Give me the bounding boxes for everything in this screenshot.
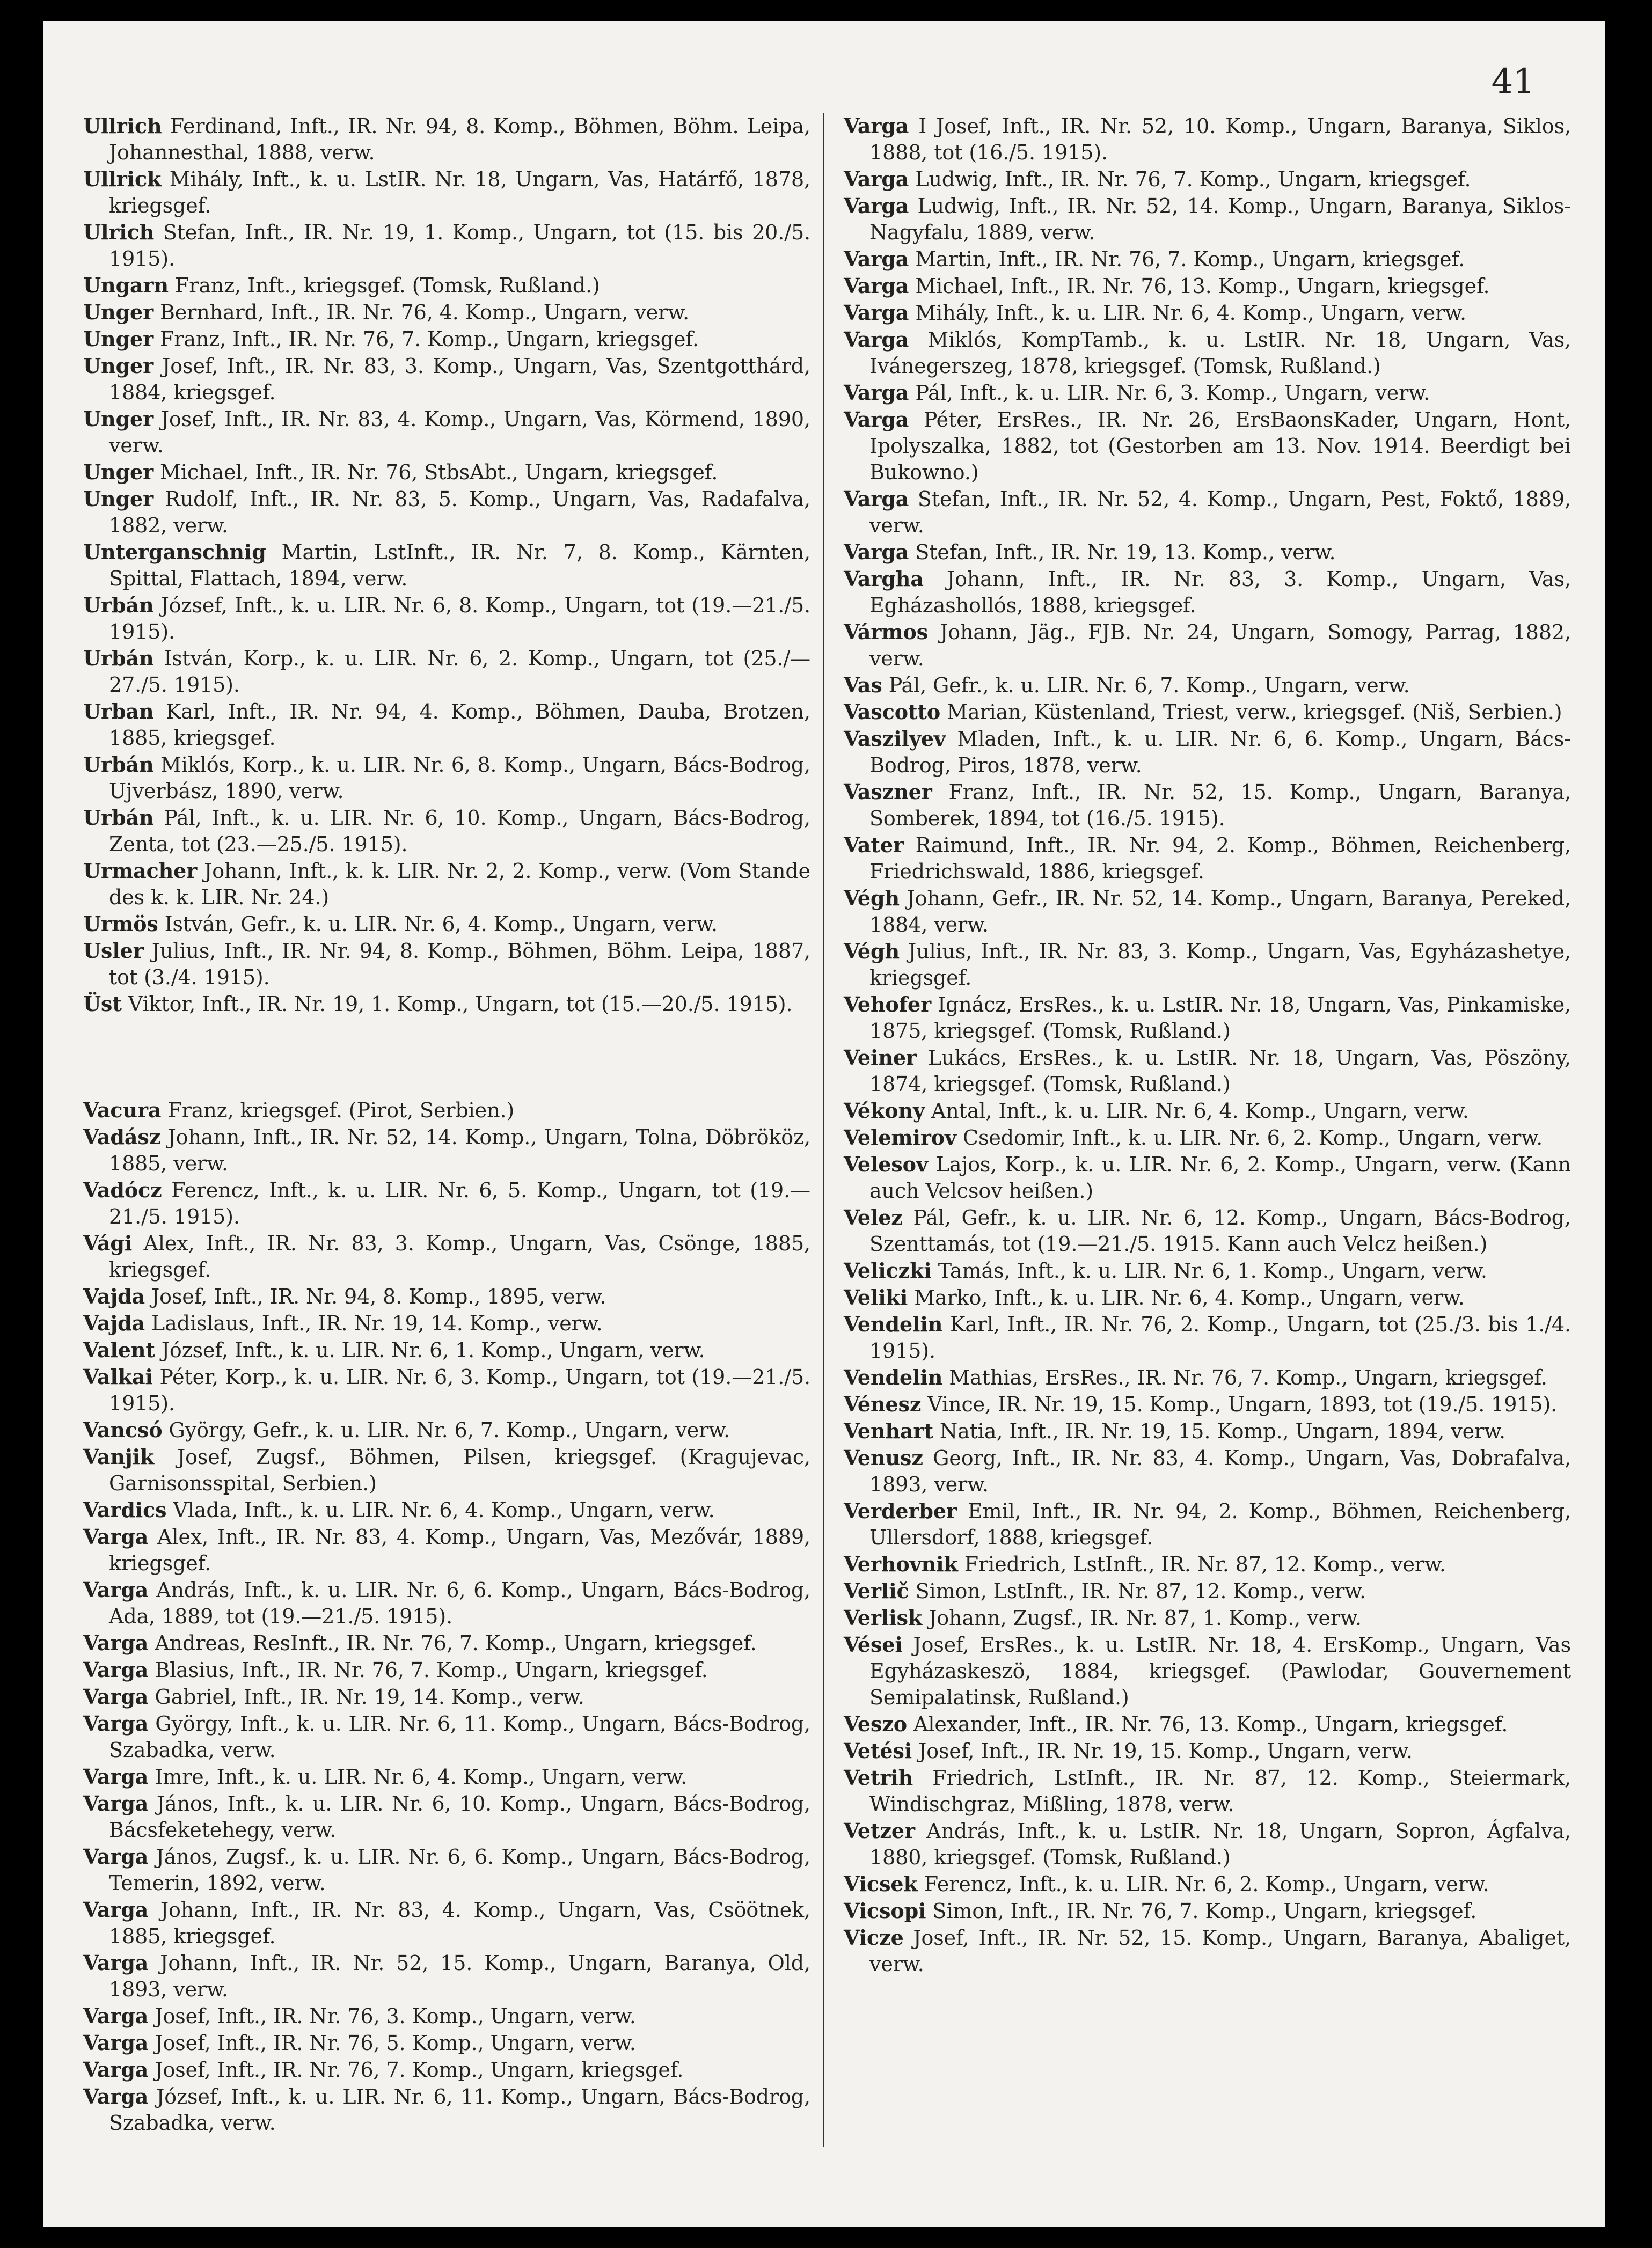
list-entry — [844, 566, 1571, 619]
entry-details: Pál, Gefr., k. u. LIR. Nr. 6, 7. Komp., Ungarn, verw. — [888, 673, 1410, 697]
entry-details: I Josef, Inft., IR. Nr. 52, 10. Komp., Ungarn, Baranya, Siklos, 1888, tot (16./5. 1915). — [869, 114, 1571, 164]
entry-details: Mathias, ErsRes., IR. Nr. 76, 7. Komp., Ungarn, kriegsgef. — [949, 1366, 1547, 1389]
entry-surname: Varga — [83, 1844, 149, 1869]
entry-details: Johann, Inft., k. k. LIR. Nr. 2, 2. Komp., verw. (Vom Stande des k. k. LIR. Nr. 24.) — [109, 859, 810, 909]
entry-surname: Verhovnik — [844, 1552, 958, 1576]
entry-surname: Vági — [83, 1231, 133, 1255]
list-entry — [844, 1631, 1571, 1711]
list-entry — [83, 299, 810, 326]
entry-details: Vince, IR. Nr. 19, 15. Komp., Ungarn, 1893, tot (19./5. 1915). — [927, 1393, 1558, 1416]
list-entry — [83, 1710, 810, 1763]
list-entry — [844, 726, 1571, 779]
list-entry — [844, 1097, 1571, 1124]
entry-surname: Varga — [83, 1525, 149, 1549]
entry-surname: Vaszilyev — [844, 727, 946, 751]
entry-surname: Ullrick — [83, 167, 162, 191]
entry-details: Mihály, Inft., k. u. LIR. Nr. 6, 4. Komp., Ungarn, verw. — [915, 301, 1466, 325]
list-entry — [83, 804, 810, 858]
entry-surname: Urmös — [83, 912, 158, 936]
entry-details: Raimund, Inft., IR. Nr. 94, 2. Komp., Böhmen, Reichenberg, Friedrichswald, 1886, kriegsgef. — [869, 833, 1571, 883]
entry-details: József, Inft., k. u. LIR. Nr. 6, 8. Komp., Ungarn, tot (19.—21./5. 1915). — [109, 594, 810, 643]
entry-details: Josef, Inft., IR. Nr. 76, 5. Komp., Ungarn, verw. — [155, 2031, 636, 2055]
entry-surname: Vármos — [844, 620, 928, 644]
entry-details: Karl, Inft., IR. Nr. 94, 4. Komp., Böhmen, Dauba, Brotzen, 1885, kriegsgef. — [109, 700, 811, 750]
list-entry — [844, 406, 1571, 486]
list-entry — [844, 193, 1571, 246]
list-entry — [83, 1444, 810, 1497]
entry-surname: Velesov — [844, 1152, 928, 1176]
entry-surname: Urbán — [83, 593, 154, 617]
entry-surname: Vas — [844, 673, 882, 697]
entry-details: Rudolf, Inft., IR. Nr. 83, 5. Komp., Ungarn, Vas, Radafalva, 1882, verw. — [109, 487, 810, 537]
entry-details: Alexander, Inft., IR. Nr. 76, 13. Komp., Ungarn, kriegsgef. — [913, 1712, 1508, 1736]
entry-details: Imre, Inft., k. u. LIR. Nr. 6, 4. Komp., Ungarn, verw. — [155, 1765, 688, 1789]
entry-details: József, Inft., k. u. LIR. Nr. 6, 1. Komp., Ungarn, verw. — [161, 1338, 705, 1362]
entry-surname: Urmacher — [83, 859, 198, 883]
entry-details: Johann, Inft., IR. Nr. 52, 14. Komp., Ungarn, Tolna, Döbrököz, 1885, verw. — [109, 1125, 810, 1175]
entry-details: Stefan, Inft., IR. Nr. 19, 13. Komp., verw. — [915, 540, 1336, 564]
list-entry — [844, 1578, 1571, 1605]
entry-details: Ladislaus, Inft., IR. Nr. 19, 14. Komp., verw. — [151, 1312, 603, 1335]
entry-details: Mihály, Inft., k. u. LstIR. Nr. 18, Ungarn, Vas, Határfő, 1878, kriegsgef. — [109, 167, 811, 217]
entry-surname: Varga — [83, 1711, 149, 1736]
list-entry — [844, 1498, 1571, 1551]
entry-surname: Veliczki — [844, 1258, 932, 1283]
entry-details: Johann, Inft., IR. Nr. 83, 4. Komp., Ungarn, Vas, Csöötnek, 1885, kriegsgef. — [109, 1898, 810, 1948]
entry-surname: Varga — [83, 1658, 149, 1682]
entry-surname: Varga — [844, 114, 909, 138]
entry-details: Ferencz, Inft., k. u. LIR. Nr. 6, 2. Komp., Ungarn, verw. — [924, 1872, 1489, 1896]
entry-details: Pál, Gefr., k. u. LIR. Nr. 6, 12. Komp., Ungarn, Bács-Bodrog, Szenttamás, tot (19.—21./5. 1915. Kann auch Velcz heißen.) — [869, 1206, 1571, 1256]
entry-details: Marko, Inft., k. u. LIR. Nr. 6, 4. Komp., Ungarn, verw. — [914, 1286, 1465, 1309]
list-entry — [83, 938, 810, 991]
entry-details: Josef, Inft., IR. Nr. 83, 3. Komp., Ungarn, Vas, Szentgotthárd, 1884, kriegsgef. — [109, 354, 810, 404]
entry-surname: Vancsó — [83, 1418, 163, 1442]
entry-details: Franz, kriegsgef. (Pirot, Serbien.) — [167, 1099, 515, 1122]
list-entry — [83, 645, 810, 698]
entry-details: Lukács, ErsRes., k. u. LstIR. Nr. 18, Ungarn, Vas, Pöszöny, 1874, kriegsgef. (Tomsk, Rußland.) — [869, 1046, 1571, 1096]
list-entry — [844, 1391, 1571, 1418]
list-entry — [844, 1311, 1571, 1364]
entry-surname: Varga — [844, 194, 909, 218]
entry-surname: Vetési — [844, 1739, 912, 1763]
entry-surname: Verlisk — [844, 1606, 923, 1630]
entry-details: Miklós, Korp., k. u. LIR. Nr. 6, 8. Komp., Ungarn, Bács-Bodrog, Ujverbász, 1890, verw. — [109, 753, 811, 803]
list-entry — [83, 991, 810, 1017]
entry-details: Alex, Inft., IR. Nr. 83, 4. Komp., Ungarn, Vas, Mezővár, 1889, kriegsgef. — [109, 1525, 811, 1575]
list-entry — [844, 539, 1571, 566]
entry-details: Josef, Inft., IR. Nr. 52, 15. Komp., Ungarn, Baranya, Abaliget, verw. — [869, 1926, 1571, 1976]
entry-surname: Vetrih — [844, 1766, 913, 1790]
list-entry — [83, 1497, 810, 1524]
list-entry — [83, 698, 810, 751]
list-entry — [83, 459, 810, 486]
list-entry — [844, 166, 1571, 193]
list-entry — [83, 1763, 810, 1790]
entry-details: Josef, Zugsf., Böhmen, Pilsen, kriegsgef. (Kragujevac, Garnisonsspital, Serbien.) — [109, 1445, 810, 1495]
entry-surname: Vetzer — [844, 1819, 915, 1843]
entry-surname: Vaszner — [844, 780, 932, 804]
entry-surname: Veliki — [844, 1285, 908, 1309]
entry-details: Martin, LstInft., IR. Nr. 7, 8. Komp., Kärnten, Spittal, Flattach, 1894, verw. — [109, 540, 810, 590]
entry-surname: Verderber — [844, 1499, 957, 1523]
entry-surname: Vénesz — [844, 1392, 922, 1416]
section-gap — [83, 1017, 810, 1097]
entry-surname: Varga — [844, 274, 909, 298]
entry-surname: Unger — [83, 487, 154, 511]
entry-surname: Velemirov — [844, 1125, 956, 1149]
entry-details: Franz, Inft., IR. Nr. 52, 15. Komp., Ungarn, Baranya, Somberek, 1894, tot (16./5. 1915). — [869, 780, 1571, 830]
entry-surname: Urbán — [83, 806, 154, 830]
entry-surname: Venhart — [844, 1419, 933, 1443]
list-entry — [83, 1896, 810, 1950]
entry-surname: Végh — [844, 886, 900, 910]
entry-surname: Unger — [83, 354, 154, 378]
entry-details: Josef, Inft., IR. Nr. 94, 8. Komp., 1895, verw. — [151, 1285, 606, 1308]
entry-details: Ferencz, Inft., k. u. LIR. Nr. 6, 5. Komp., Ungarn, tot (19.—21./5. 1915). — [109, 1178, 810, 1228]
entry-details: Georg, Inft., IR. Nr. 83, 4. Komp., Ungarn, Vas, Dobrafalva, 1893, verw. — [869, 1446, 1571, 1496]
entry-surname: Vicsek — [844, 1872, 918, 1896]
entry-details: Josef, Inft., IR. Nr. 83, 4. Komp., Ungarn, Vas, Körmend, 1890, verw. — [109, 407, 810, 457]
list-entry — [844, 779, 1571, 832]
list-entry — [844, 1124, 1571, 1151]
list-entry — [844, 832, 1571, 885]
list-entry — [844, 885, 1571, 938]
entry-surname: Vascotto — [844, 700, 941, 724]
entry-surname: Valkai — [83, 1365, 153, 1389]
entry-details: Karl, Inft., IR. Nr. 76, 2. Komp., Ungarn, tot (25./3. bis 1./4. 1915). — [869, 1313, 1571, 1363]
list-entry — [83, 1577, 810, 1630]
entry-details: Johann, Inft., IR. Nr. 52, 15. Komp., Ungarn, Baranya, Old, 1893, verw. — [109, 1951, 810, 2001]
entry-surname: Varga — [83, 1685, 149, 1709]
list-entry — [844, 699, 1571, 726]
list-entry — [83, 1950, 810, 2003]
entry-details: Pál, Inft., k. u. LIR. Nr. 6, 10. Komp., Ungarn, Bács-Bodrog, Zenta, tot (23.—25./5. 1915). — [109, 806, 810, 856]
entry-details: Péter, Korp., k. u. LIR. Nr. 6, 3. Komp., Ungarn, tot (19.—21./5. 1915). — [109, 1365, 810, 1415]
list-entry — [83, 1310, 810, 1337]
entry-details: András, Inft., k. u. LIR. Nr. 6, 6. Komp., Ungarn, Bács-Bodrog, Ada, 1889, tot (19.—21./5. 1915). — [109, 1578, 810, 1628]
entry-details: Michael, Inft., IR. Nr. 76, 13. Komp., Ungarn, kriegsgef. — [915, 274, 1490, 298]
entry-details: Tamás, Inft., k. u. LIR. Nr. 6, 1. Komp., Ungarn, verw. — [938, 1259, 1487, 1283]
entry-surname: Vendelin — [844, 1365, 943, 1389]
entry-details: György, Inft., k. u. LIR. Nr. 6, 11. Komp., Ungarn, Bács-Bodrog, Szabadka, verw. — [109, 1712, 810, 1762]
entry-surname: Üst — [83, 992, 122, 1016]
entry-details: József, Inft., k. u. LIR. Nr. 6, 11. Komp., Ungarn, Bács-Bodrog, Szabadka, verw. — [109, 2085, 810, 2135]
entry-details: Julius, Inft., IR. Nr. 83, 3. Komp., Ungarn, Vas, Egyházashetye, kriegsgef. — [869, 940, 1571, 990]
list-entry — [844, 619, 1571, 672]
entry-details: Simon, LstInft., IR. Nr. 87, 12. Komp., verw. — [915, 1579, 1366, 1603]
entry-surname: Varga — [83, 1631, 149, 1655]
entry-details: Josef, ErsRes., k. u. LstIR. Nr. 18, 4. ErsKomp., Ungarn, Vas Egyházaskeszö, 1884, kriegsgef. (Pawlodar, Gouvernement Semipalatinsk, Rußland.) — [869, 1633, 1571, 1709]
list-entry — [844, 1711, 1571, 1738]
list-entry — [83, 1683, 810, 1710]
entry-surname: Unger — [83, 327, 154, 351]
entry-details: Stefan, Inft., IR. Nr. 19, 1. Komp., Ungarn, tot (15. bis 20./5. 1915). — [109, 221, 811, 270]
entry-details: Miklós, KompTamb., k. u. LstIR. Nr. 18, Ungarn, Vas, Ivánegerszeg, 1878, kriegsgef. (Tomsk, Rußland.) — [869, 328, 1571, 378]
list-entry — [83, 539, 810, 592]
list-entry — [844, 1418, 1571, 1445]
list-entry — [844, 1257, 1571, 1284]
entry-surname: Vékony — [844, 1099, 925, 1123]
entry-surname: Varga — [83, 2031, 149, 2055]
entry-surname: Ulrich — [83, 220, 155, 244]
entry-surname: Varga — [844, 167, 909, 191]
list-entry — [83, 406, 810, 459]
list-entry — [844, 1284, 1571, 1311]
entry-surname: Verlič — [844, 1579, 909, 1603]
entry-details: Lajos, Korp., k. u. LIR. Nr. 6, 2. Komp., Ungarn, verw. (Kann auch Velcsov heißen.) — [869, 1153, 1571, 1203]
entry-surname: Varga — [83, 2084, 149, 2108]
list-entry — [83, 1364, 810, 1417]
list-entry — [83, 1283, 810, 1310]
entry-details: András, Inft., k. u. LstIR. Nr. 18, Ungarn, Sopron, Ágfalva, 1880, kriegsgef. (Tomsk, Rußland.) — [869, 1819, 1571, 1869]
list-entry — [844, 379, 1571, 406]
entry-surname: Vargha — [844, 567, 924, 591]
list-entry — [83, 592, 810, 645]
entry-surname: Vései — [844, 1632, 903, 1657]
entry-details: Natia, Inft., IR. Nr. 19, 15. Komp., Ungarn, 1894, verw. — [939, 1419, 1505, 1443]
list-entry — [83, 1657, 810, 1683]
entry-surname: Unger — [83, 300, 154, 324]
list-entry — [83, 2030, 810, 2056]
entry-details: Franz, Inft., IR. Nr. 76, 7. Komp., Ungarn, kriegsgef. — [160, 327, 699, 351]
entry-details: János, Inft., k. u. LIR. Nr. 6, 10. Komp., Ungarn, Bács-Bodrog, Bácsfeketehegy, verw. — [109, 1792, 810, 1842]
entry-details: Emil, Inft., IR. Nr. 94, 2. Komp., Böhmen, Reichenberg, Ullersdorf, 1888, kriegsgef. — [869, 1499, 1571, 1549]
entry-surname: Usler — [83, 939, 144, 963]
list-entry — [83, 1230, 810, 1283]
page-number: 41 — [1491, 62, 1535, 101]
entry-details: Csedomir, Inft., k. u. LIR. Nr. 6, 2. Komp., Ungarn, verw. — [962, 1126, 1543, 1149]
entry-surname: Unterganschnig — [83, 540, 266, 564]
list-entry — [83, 353, 810, 406]
entry-surname: Varga — [83, 2057, 149, 2082]
entry-details: István, Korp., k. u. LIR. Nr. 6, 2. Komp., Ungarn, tot (25./—27./5. 1915). — [109, 647, 810, 697]
list-entry — [844, 1151, 1571, 1204]
entry-surname: Urban — [83, 699, 154, 723]
entry-details: György, Gefr., k. u. LIR. Nr. 6, 7. Komp., Ungarn, verw. — [169, 1418, 730, 1442]
right-column — [844, 113, 1571, 1978]
entry-details: Andreas, ResInft., IR. Nr. 76, 7. Komp., Ungarn, kriegsgef. — [155, 1631, 757, 1655]
entry-surname: Varga — [83, 2004, 149, 2028]
entry-surname: Vajda — [83, 1311, 145, 1335]
entry-surname: Vicze — [844, 1925, 904, 1950]
entry-details: Ignácz, ErsRes., k. u. LstIR. Nr. 18, Ungarn, Vas, Pinkamiske, 1875, kriegsgef. (Tomsk, Rußland.) — [869, 993, 1571, 1043]
list-entry — [83, 2083, 810, 2136]
entry-details: Simon, Inft., IR. Nr. 76, 7. Komp., Ungarn, kriegsgef. — [932, 1899, 1477, 1923]
entry-surname: Valent — [83, 1338, 155, 1362]
entry-surname: Urbán — [83, 646, 154, 670]
entry-details: Alex, Inft., IR. Nr. 83, 3. Komp., Ungarn, Vas, Csönge, 1885, kriegsgef. — [109, 1232, 810, 1282]
entry-surname: Vanjik — [83, 1445, 155, 1469]
entry-surname: Varga — [844, 247, 909, 271]
list-entry — [83, 1790, 810, 1843]
entry-details: Michael, Inft., IR. Nr. 76, StbsAbt., Ungarn, kriegsgef. — [160, 460, 718, 484]
list-entry — [83, 113, 810, 166]
entry-surname: Veiner — [844, 1045, 917, 1070]
list-entry — [83, 2003, 810, 2030]
list-entry — [83, 1177, 810, 1230]
list-entry — [844, 1898, 1571, 1924]
entry-details: Johann, Zugsf., IR. Nr. 87, 1. Komp., verw. — [929, 1606, 1362, 1630]
entry-surname: Urbán — [83, 752, 154, 777]
entry-surname: Varga — [844, 540, 909, 564]
entry-surname: Varga — [83, 1764, 149, 1789]
entry-surname: Velez — [844, 1205, 903, 1229]
entry-surname: Ungarn — [83, 273, 169, 297]
list-entry — [844, 1605, 1571, 1631]
column-divider — [823, 113, 824, 2147]
list-entry — [844, 1364, 1571, 1391]
entry-details: Ferdinand, Inft., IR. Nr. 94, 8. Komp., Böhmen, Böhm. Leipa, Johannesthal, 1888, verw. — [109, 114, 810, 164]
entry-surname: Varga — [844, 327, 909, 352]
list-entry — [844, 991, 1571, 1044]
entry-surname: Varga — [83, 1951, 149, 1975]
list-entry — [83, 272, 810, 299]
entry-surname: Varga — [83, 1578, 149, 1602]
list-entry — [844, 1551, 1571, 1578]
list-entry — [83, 1124, 810, 1177]
list-entry — [844, 1764, 1571, 1818]
entry-details: Friedrich, LstInft., IR. Nr. 87, 12. Komp., verw. — [964, 1553, 1446, 1576]
entry-details: Ludwig, Inft., IR. Nr. 76, 7. Komp., Ungarn, kriegsgef. — [915, 167, 1471, 191]
list-entry — [83, 1337, 810, 1364]
list-entry — [83, 1843, 810, 1896]
list-entry — [83, 751, 810, 804]
entry-details: Johann, Jäg., FJB. Nr. 24, Ungarn, Somogy, Parrag, 1882, verw. — [869, 620, 1571, 670]
entry-surname: Vater — [844, 833, 904, 857]
list-entry — [844, 246, 1571, 273]
entry-surname: Venusz — [844, 1446, 923, 1470]
entry-surname: Vehofer — [844, 992, 931, 1016]
list-entry — [844, 273, 1571, 299]
list-entry — [844, 1738, 1571, 1764]
entry-surname: Unger — [83, 460, 154, 484]
entry-details: Antal, Inft., k. u. LIR. Nr. 6, 4. Komp., Ungarn, verw. — [931, 1099, 1469, 1123]
list-entry — [844, 1818, 1571, 1871]
list-entry — [844, 1871, 1571, 1898]
entry-surname: Vacura — [83, 1098, 162, 1122]
list-entry — [844, 486, 1571, 539]
entry-surname: Varga — [844, 380, 909, 405]
list-entry — [83, 2056, 810, 2083]
list-entry — [844, 1924, 1571, 1978]
list-entry — [83, 858, 810, 911]
list-entry — [844, 672, 1571, 699]
entry-details: Franz, Inft., kriegsgef. (Tomsk, Rußland.) — [175, 274, 600, 297]
list-entry — [844, 299, 1571, 326]
entry-details: Stefan, Inft., IR. Nr. 52, 4. Komp., Ungarn, Pest, Foktő, 1889, verw. — [869, 487, 1571, 537]
entry-surname: Vicsopi — [844, 1899, 926, 1923]
entry-surname: Ullrich — [83, 114, 162, 138]
entry-surname: Vadász — [83, 1125, 161, 1149]
entry-surname: Varga — [83, 1791, 149, 1815]
entry-details: Gabriel, Inft., IR. Nr. 19, 14. Komp., verw. — [155, 1685, 584, 1709]
entry-details: István, Gefr., k. u. LIR. Nr. 6, 4. Komp., Ungarn, verw. — [164, 912, 718, 936]
entry-details: Johann, Gefr., IR. Nr. 52, 14. Komp., Ungarn, Baranya, Pereked, 1884, verw. — [869, 887, 1571, 936]
list-entry — [83, 486, 810, 539]
entry-surname: Varga — [844, 301, 909, 325]
entry-surname: Varga — [844, 487, 909, 511]
list-entry — [83, 166, 810, 219]
list-entry — [83, 219, 810, 272]
entry-details: Josef, Inft., IR. Nr. 76, 7. Komp., Ungarn, kriegsgef. — [155, 2058, 684, 2082]
entry-details: Johann, Inft., IR. Nr. 83, 3. Komp., Ungarn, Vas, Egházashollós, 1888, kriegsgef. — [869, 567, 1571, 617]
entry-surname: Varga — [83, 1898, 149, 1922]
list-entry — [83, 1417, 810, 1444]
entry-details: Bernhard, Inft., IR. Nr. 76, 4. Komp., Ungarn, verw. — [160, 301, 690, 324]
entry-details: Friedrich, LstInft., IR. Nr. 87, 12. Komp., Steiermark, Windischgraz, Mißling, 1878, verw. — [869, 1766, 1571, 1816]
list-entry — [844, 1044, 1571, 1097]
entry-details: Blasius, Inft., IR. Nr. 76, 7. Komp., Ungarn, kriegsgef. — [155, 1658, 708, 1682]
entry-details: Marian, Küstenland, Triest, verw., kriegsgef. (Niš, Serbien.) — [947, 700, 1562, 724]
list-entry — [844, 1204, 1571, 1257]
entry-details: Mladen, Inft., k. u. LIR. Nr. 6, 6. Komp., Ungarn, Bács-Bodrog, Piros, 1878, verw. — [869, 727, 1571, 777]
entry-details: Martin, Inft., IR. Nr. 76, 7. Komp., Ungarn, kriegsgef. — [915, 247, 1465, 271]
entry-surname: Végh — [844, 939, 900, 963]
list-entry — [83, 1097, 810, 1124]
list-entry — [844, 326, 1571, 379]
list-entry — [844, 1445, 1571, 1498]
entry-details: Josef, Inft., IR. Nr. 76, 3. Komp., Ungarn, verw. — [155, 2004, 636, 2028]
left-column — [83, 113, 810, 2136]
entry-surname: Veszo — [844, 1712, 907, 1736]
entry-surname: Vendelin — [844, 1312, 943, 1336]
entry-details: Péter, ErsRes., IR. Nr. 26, ErsBaonsKader, Ungarn, Hont, Ipolyszalka, 1882, tot (Gestorben am 13. Nov. 1914. Beerdigt bei Bukowno.) — [869, 408, 1571, 484]
entry-details: Viktor, Inft., IR. Nr. 19, 1. Komp., Ungarn, tot (15.—20./5. 1915). — [128, 992, 793, 1016]
entry-details: Vlada, Inft., k. u. LIR. Nr. 6, 4. Komp., Ungarn, verw. — [173, 1498, 715, 1522]
entry-surname: Varga — [844, 407, 909, 431]
entry-surname: Vajda — [83, 1284, 145, 1308]
document-page — [43, 21, 1605, 2227]
entry-details: Josef, Inft., IR. Nr. 19, 15. Komp., Ungarn, verw. — [918, 1739, 1413, 1763]
entry-details: János, Zugsf., k. u. LIR. Nr. 6, 6. Komp., Ungarn, Bács-Bodrog, Temerin, 1892, verw. — [109, 1845, 810, 1895]
entry-details: Pál, Inft., k. u. LIR. Nr. 6, 3. Komp., Ungarn, verw. — [915, 381, 1430, 405]
list-entry — [83, 1524, 810, 1577]
entry-details: Julius, Inft., IR. Nr. 94, 8. Komp., Böhmen, Böhm. Leipa, 1887, tot (3./4. 1915). — [109, 939, 810, 989]
entry-surname: Vadócz — [83, 1178, 162, 1202]
list-entry — [844, 113, 1571, 166]
entry-details: Ludwig, Inft., IR. Nr. 52, 14. Komp., Ungarn, Baranya, Siklos-Nagyfalu, 1889, verw. — [869, 194, 1571, 244]
list-entry — [844, 938, 1571, 991]
list-entry — [83, 911, 810, 938]
list-entry — [83, 326, 810, 353]
list-entry — [83, 1630, 810, 1657]
entry-surname: Vardics — [83, 1498, 167, 1522]
entry-surname: Unger — [83, 407, 154, 431]
